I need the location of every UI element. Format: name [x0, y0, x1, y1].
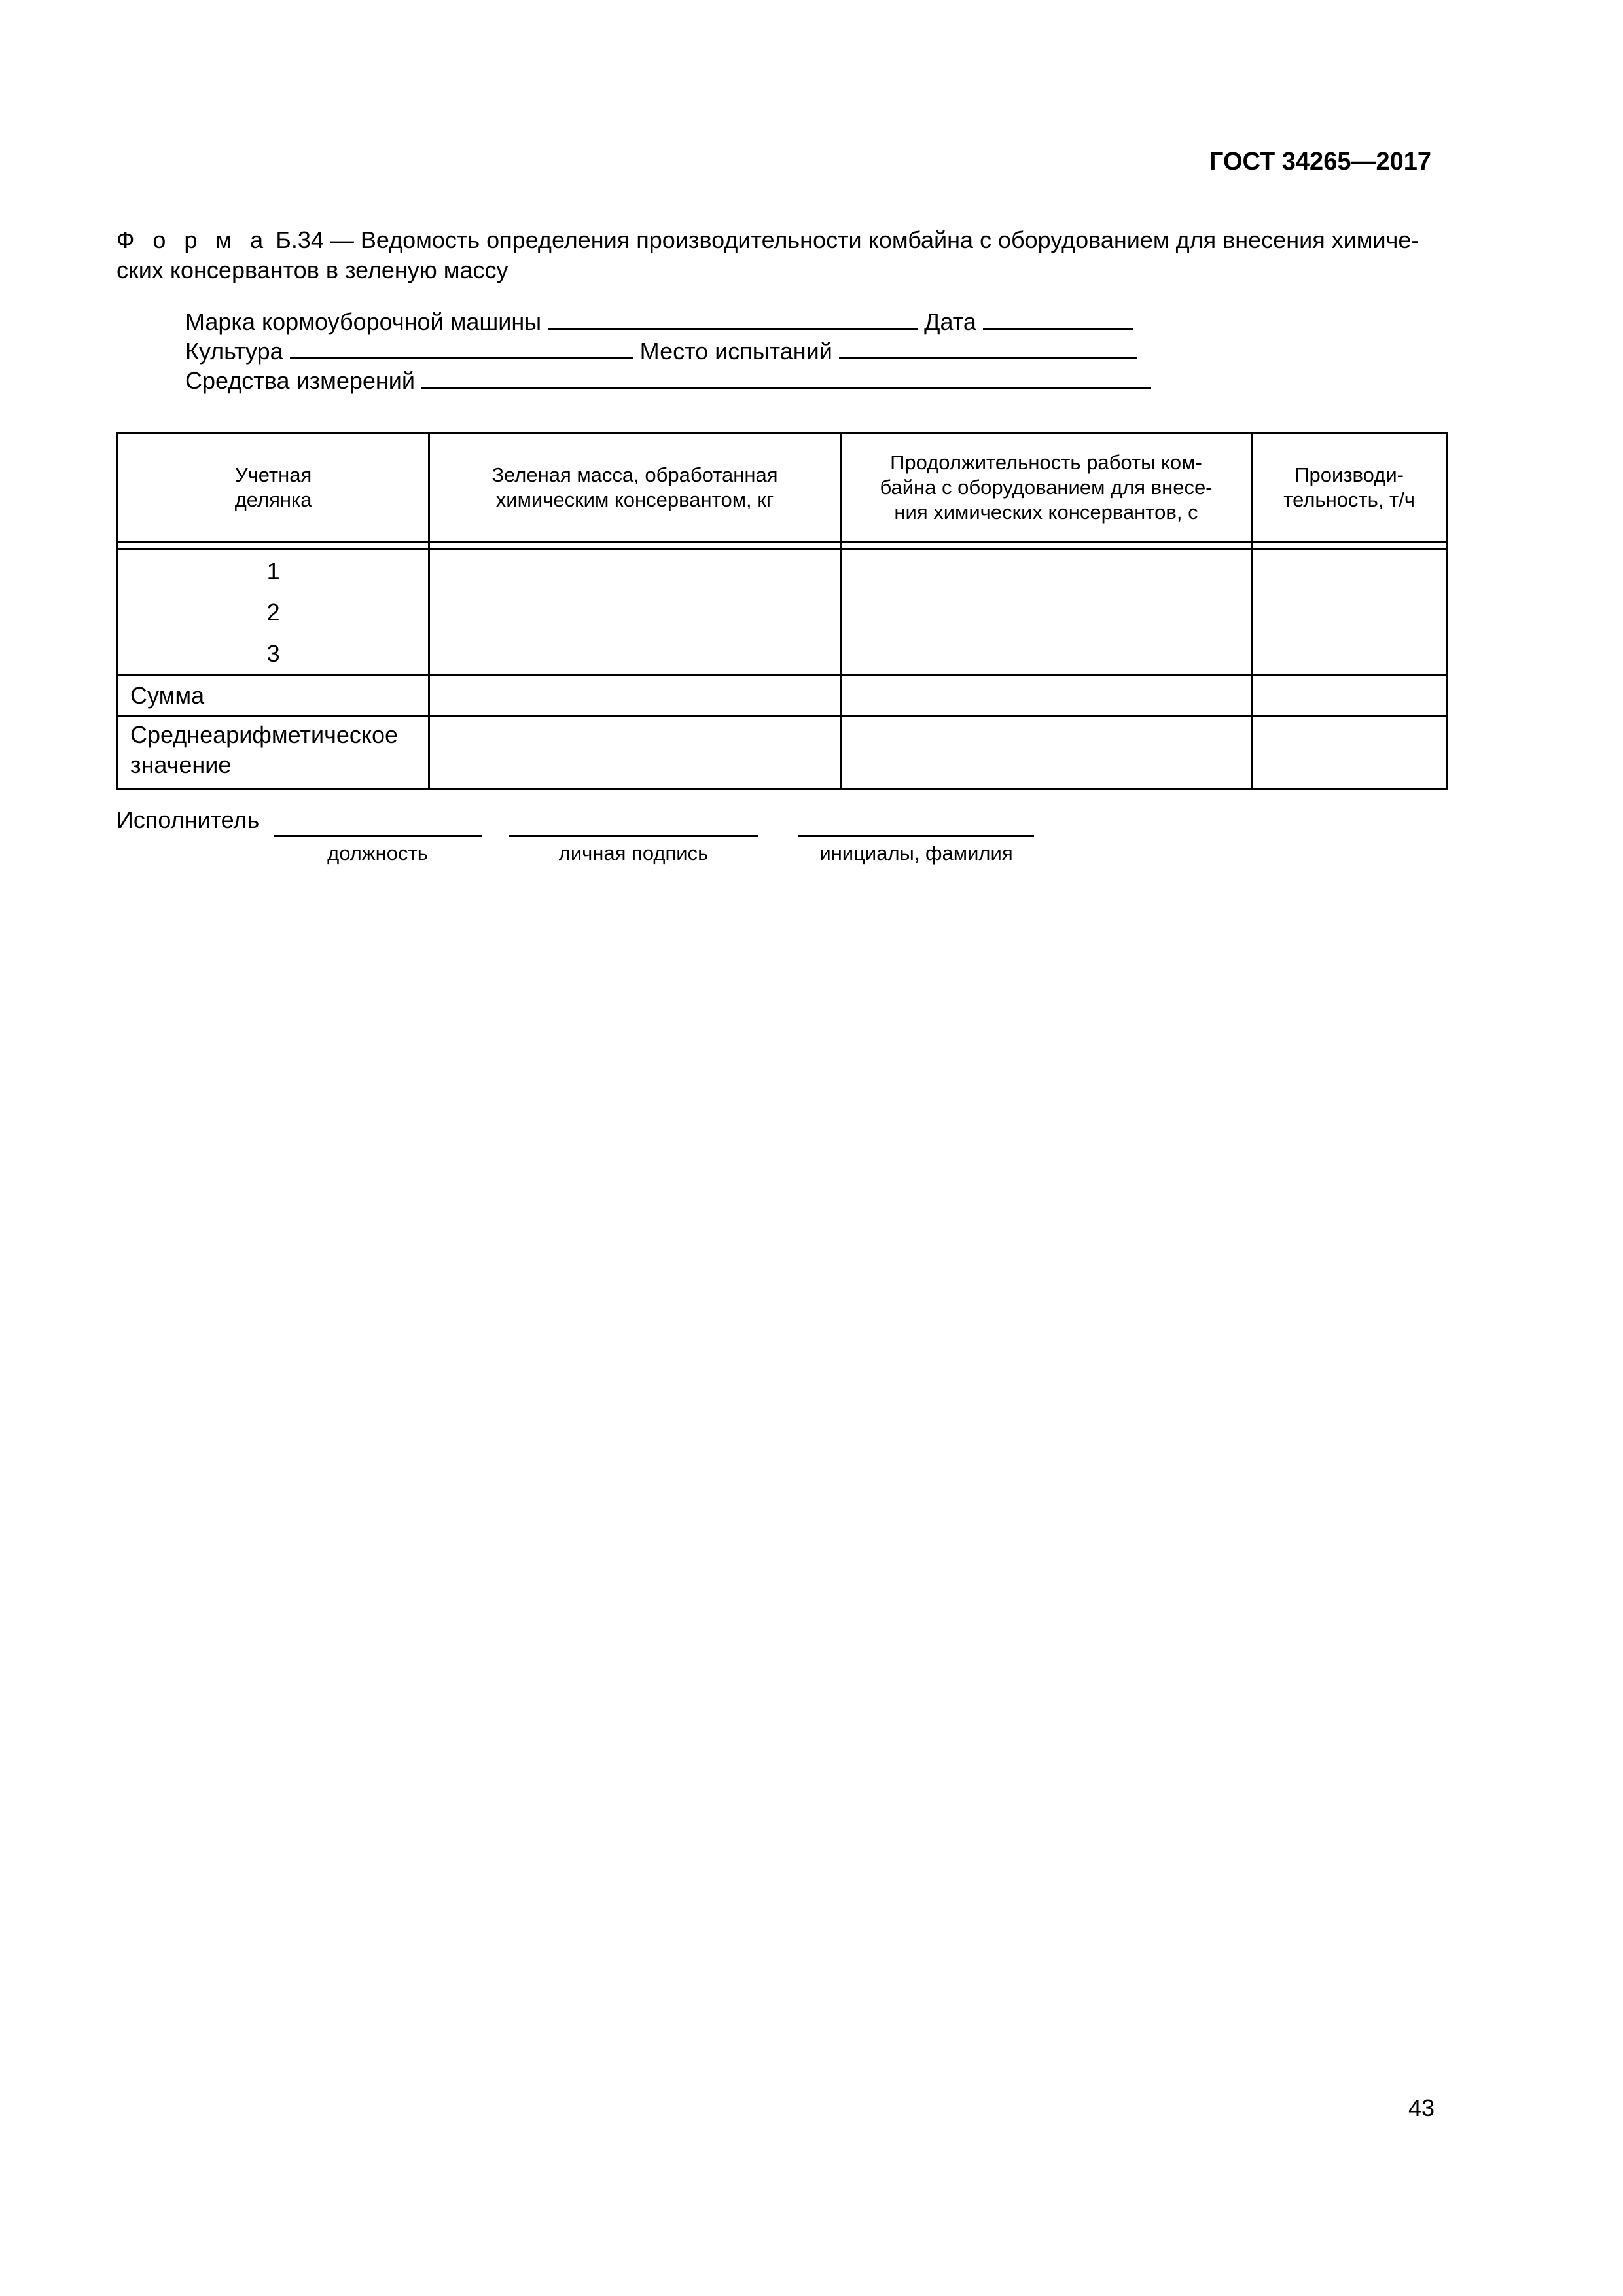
place-label: Место испытаний [639, 338, 832, 365]
header-mass-text: Зеленая масса, обработанная химическим консервантом, кг [491, 463, 778, 511]
instruments-field-row [185, 365, 1158, 395]
header-duration-text: Продолжительность работы ком-байна с оборудованием для внесе-ния химических консервантов, с [880, 451, 1213, 524]
culture-input-line[interactable] [290, 335, 633, 359]
standard-number: ГОСТ 34265—2017 [1209, 148, 1431, 175]
sum-mass-cell[interactable] [429, 675, 841, 717]
name-caption: инициалы, фамилия [819, 842, 1013, 865]
form-title [116, 225, 1445, 285]
name-input-line[interactable] [798, 835, 1034, 837]
separator-cell [840, 543, 1252, 550]
header-plot-text: Учетная делянка [234, 463, 312, 511]
header-mass [429, 433, 841, 543]
separator-cell [1252, 543, 1447, 550]
plot-number-3: 3 [266, 640, 280, 667]
instruments-input-line[interactable] [421, 365, 1151, 389]
avg-mass-cell[interactable] [429, 717, 841, 789]
machine-label: Марка кормоуборочной машины [185, 308, 542, 335]
date-input-line[interactable] [983, 306, 1133, 330]
plots-row [118, 550, 1447, 675]
form-title-prefix: Ф о р м а [116, 226, 270, 253]
page-number: 43 [1408, 2094, 1435, 2121]
form-title-text: Б.34 — Ведомость определения производительности комбайна с оборудованием для внесения химиче-ских консервантов в зеленую массу [116, 226, 1419, 283]
culture-field-row [185, 335, 1143, 366]
avg-duration-cell[interactable] [840, 717, 1252, 789]
sum-row [118, 675, 1447, 717]
date-label: Дата [924, 308, 976, 335]
mass-cell[interactable] [429, 550, 841, 675]
signature-caption: личная подпись [558, 842, 709, 865]
table-header-row [118, 433, 1447, 543]
header-productivity-text: Производи-тельность, т/ч [1283, 463, 1415, 511]
plot-numbers-cell [118, 550, 429, 675]
header-duration [840, 433, 1252, 543]
separator-cell [429, 543, 841, 550]
avg-productivity-cell[interactable] [1252, 717, 1447, 789]
separator-cell [118, 543, 429, 550]
sum-label: Сумма [118, 675, 429, 717]
average-label: Среднеарифметическое значение [118, 717, 429, 789]
plot-number-2: 2 [266, 599, 280, 626]
header-plot [118, 433, 429, 543]
sum-productivity-cell[interactable] [1252, 675, 1447, 717]
machine-input-line[interactable] [548, 306, 918, 330]
duration-cell[interactable] [840, 550, 1252, 675]
signature-input-line[interactable] [509, 835, 758, 837]
plot-number-1: 1 [266, 558, 280, 584]
header-separator-row [118, 543, 1447, 550]
instruments-label: Средства измерений [185, 367, 416, 394]
sum-duration-cell[interactable] [840, 675, 1252, 717]
position-caption: должность [327, 842, 428, 865]
position-input-line[interactable] [274, 835, 482, 837]
executor-label: Исполнитель [116, 806, 260, 833]
place-input-line[interactable] [839, 335, 1137, 359]
productivity-cell[interactable] [1252, 550, 1447, 675]
form-table [116, 432, 1448, 790]
machine-field-row [185, 306, 1140, 336]
culture-label: Культура [185, 338, 283, 365]
header-productivity [1252, 433, 1447, 543]
average-row [118, 717, 1447, 789]
